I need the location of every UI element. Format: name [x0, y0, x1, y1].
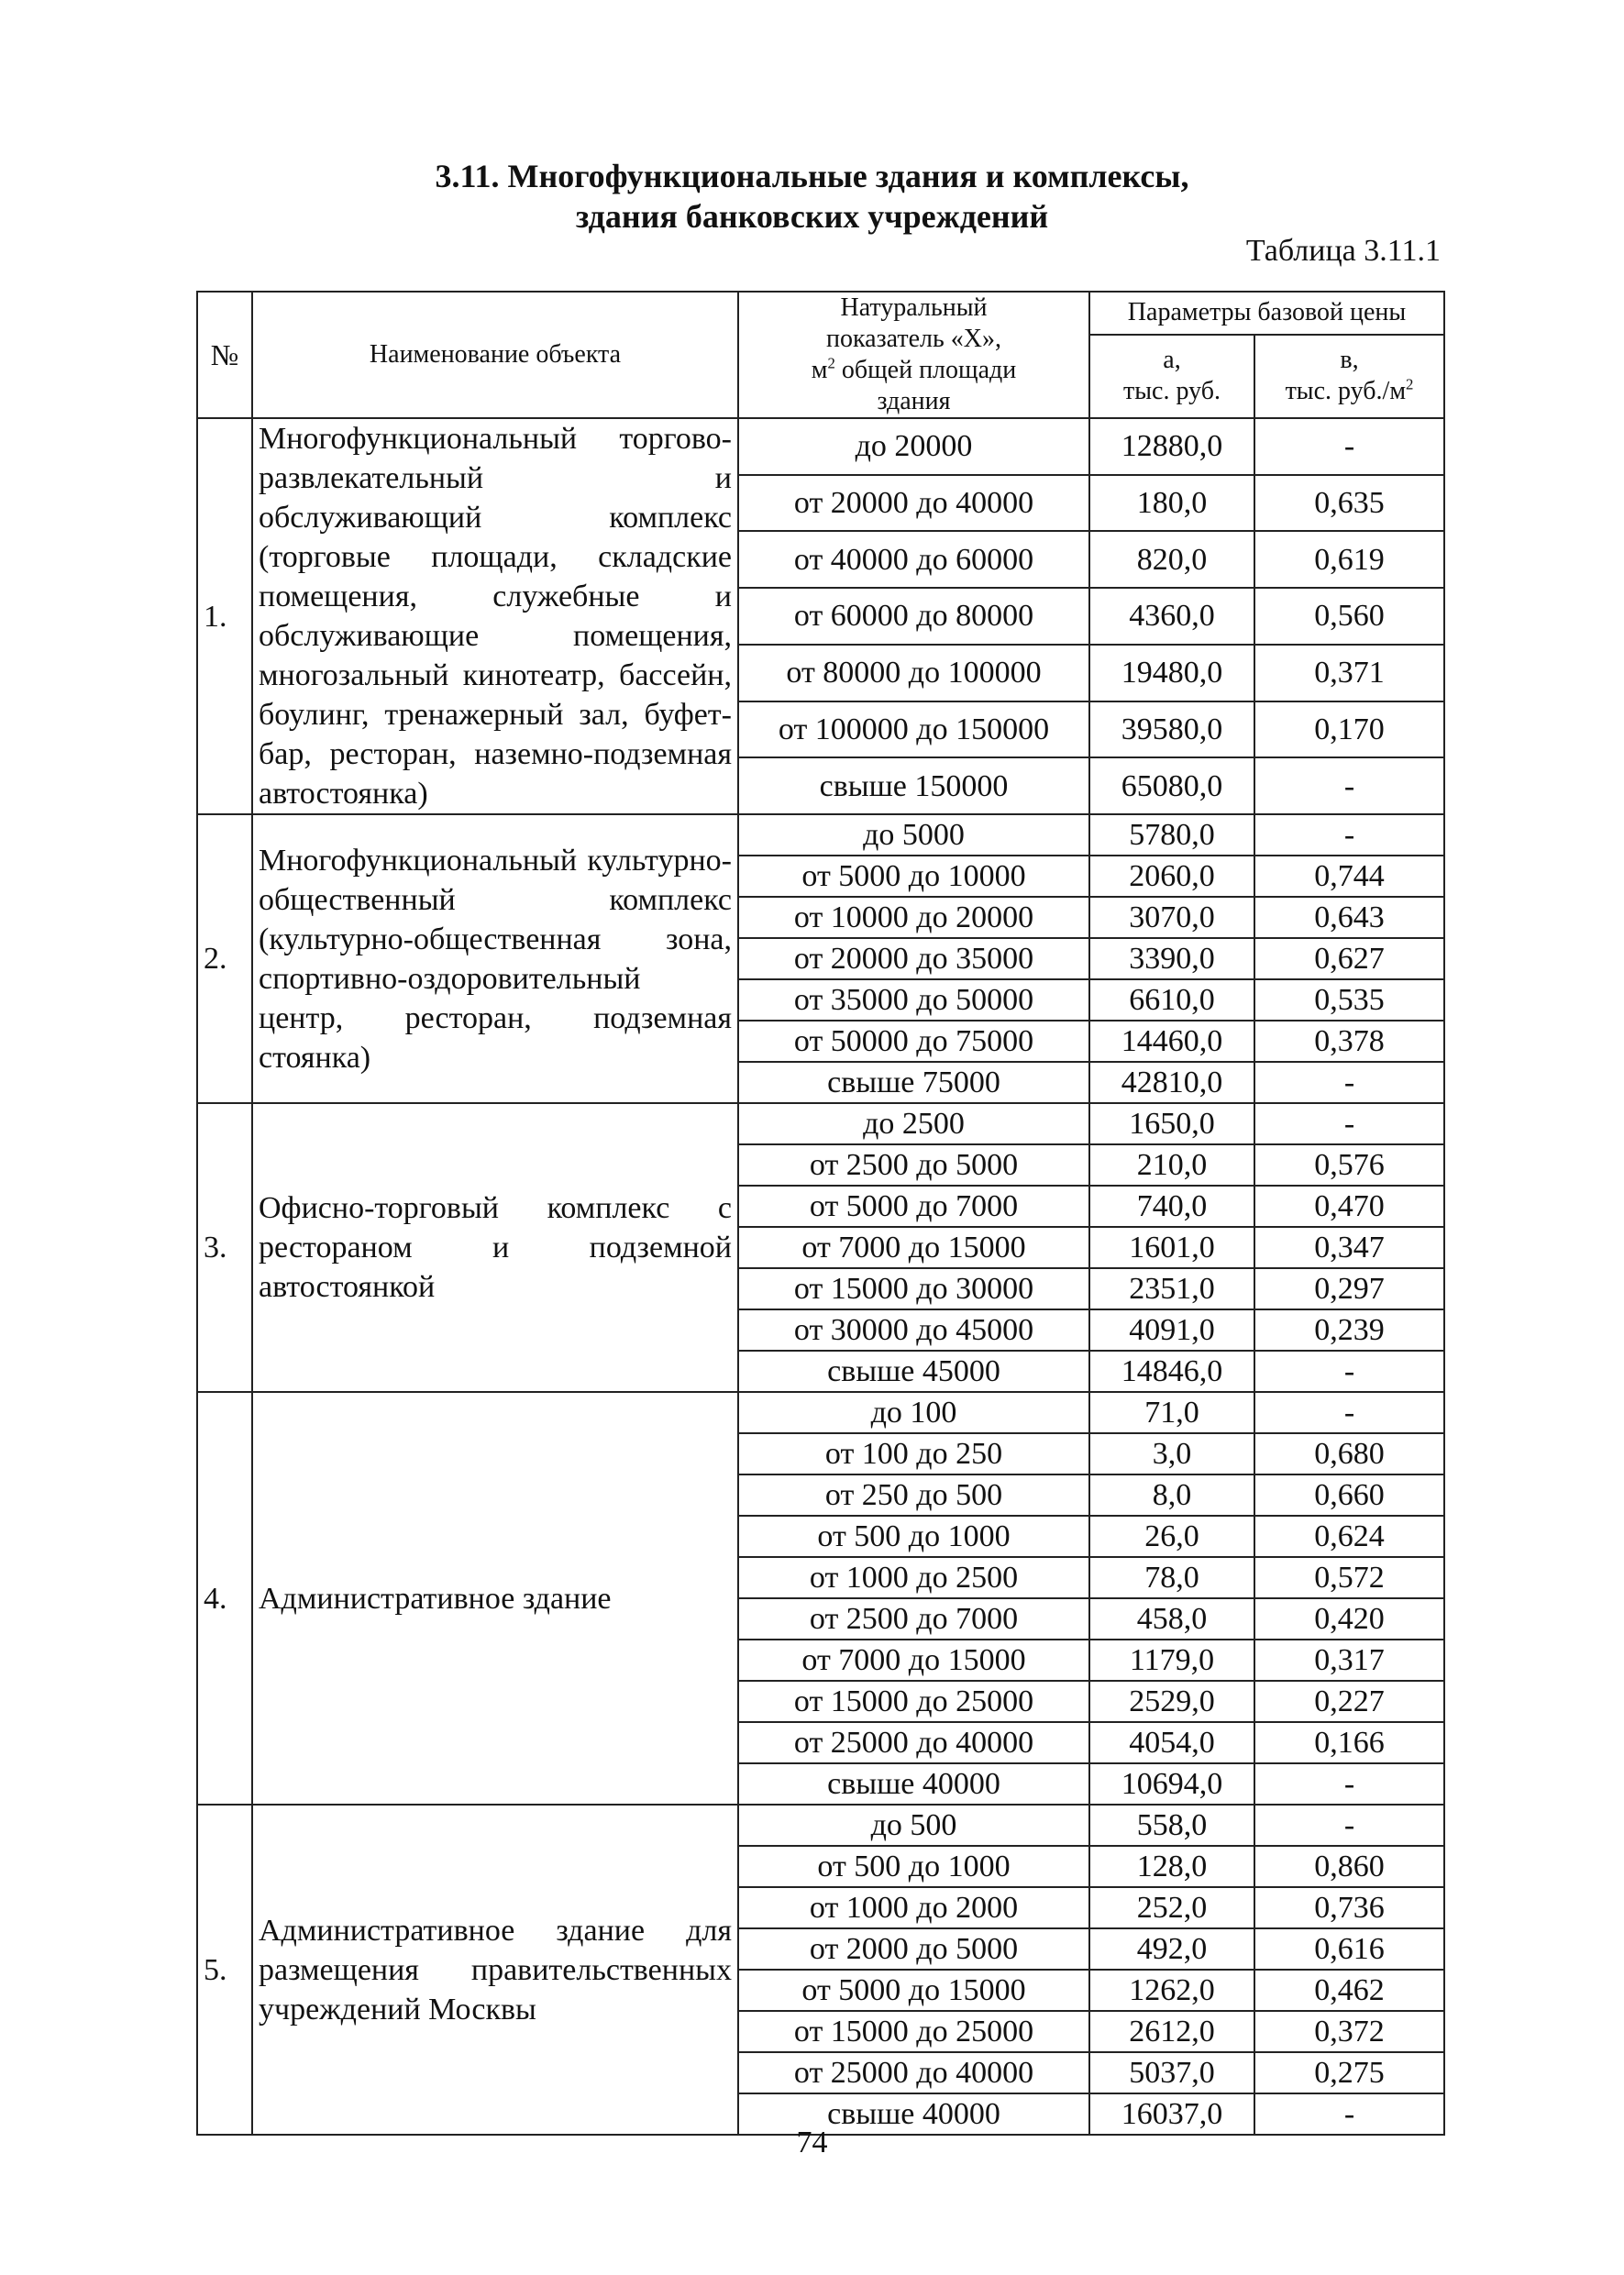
header-indicator-line-3	[745, 355, 1083, 386]
param-b-cell: 0,616	[1254, 1928, 1444, 1970]
param-a-cell: 78,0	[1089, 1557, 1254, 1598]
object-number: 3.	[197, 1103, 252, 1392]
range-cell: от 15000 до 30000	[738, 1268, 1089, 1309]
param-b-cell: 0,275	[1254, 2052, 1444, 2093]
header-name: Наименование объекта	[252, 292, 738, 418]
param-b-cell: 0,470	[1254, 1186, 1444, 1227]
param-a-cell: 1179,0	[1089, 1640, 1254, 1681]
range-cell: от 250 до 500	[738, 1474, 1089, 1516]
table-row	[197, 1103, 1444, 1144]
header-indicator-line-1: Натуральный	[840, 293, 988, 322]
param-b-cell: -	[1254, 418, 1444, 475]
object-number: 2.	[197, 814, 252, 1103]
table-row	[197, 418, 1444, 475]
object-number: 5.	[197, 1805, 252, 2135]
header-indicator-unit: м	[811, 356, 828, 384]
param-b-cell: 0,170	[1254, 701, 1444, 758]
param-a-cell: 71,0	[1089, 1392, 1254, 1433]
param-a-cell: 2351,0	[1089, 1268, 1254, 1309]
range-cell: от 1000 до 2500	[738, 1557, 1089, 1598]
param-a-cell: 3,0	[1089, 1433, 1254, 1474]
param-a-cell: 128,0	[1089, 1846, 1254, 1887]
param-b-cell: 0,643	[1254, 897, 1444, 938]
range-cell: от 15000 до 25000	[738, 1681, 1089, 1722]
range-cell: до 2500	[738, 1103, 1089, 1144]
param-a-cell: 4091,0	[1089, 1309, 1254, 1351]
header-b-unit: тыс. руб./м	[1285, 377, 1407, 406]
param-a-cell: 5780,0	[1089, 814, 1254, 856]
table-row	[197, 1392, 1444, 1433]
param-a-cell: 4054,0	[1089, 1722, 1254, 1763]
range-cell: от 500 до 1000	[738, 1846, 1089, 1887]
param-b-cell: -	[1254, 814, 1444, 856]
param-b-cell: -	[1254, 2093, 1444, 2135]
param-a-cell: 210,0	[1089, 1144, 1254, 1186]
range-cell: от 100 до 250	[738, 1433, 1089, 1474]
param-b-cell: 0,239	[1254, 1309, 1444, 1351]
range-cell: от 35000 до 50000	[738, 979, 1089, 1021]
range-cell: от 25000 до 40000	[738, 1722, 1089, 1763]
range-cell: от 20000 до 35000	[738, 938, 1089, 979]
object-name: Многофункциональный торгово-развлекательный и обслуживающий комплекс (торговые площади, складские помещения, служебные и обслуживающие помещения, многозальный кинотеатр, бассейн, боулинг, тренажерный зал, буфет-бар, ресторан, наземно-подземная автостоянка)	[252, 418, 738, 814]
range-cell: до 20000	[738, 418, 1089, 475]
title-line-2: здания банковских учреждений	[575, 198, 1049, 235]
object-number: 1.	[197, 418, 252, 814]
range-cell: до 100	[738, 1392, 1089, 1433]
header-indicator	[738, 292, 1089, 418]
param-a-cell: 6610,0	[1089, 979, 1254, 1021]
range-cell: от 40000 до 60000	[738, 531, 1089, 588]
range-cell: от 60000 до 80000	[738, 588, 1089, 645]
param-b-cell: 0,619	[1254, 531, 1444, 588]
range-cell: от 7000 до 15000	[738, 1227, 1089, 1268]
param-b-cell: 0,572	[1254, 1557, 1444, 1598]
range-cell: свыше 40000	[738, 2093, 1089, 2135]
param-b-cell: 0,347	[1254, 1227, 1444, 1268]
param-b-cell: 0,420	[1254, 1598, 1444, 1640]
section-title	[0, 156, 1624, 237]
param-a-cell: 2529,0	[1089, 1681, 1254, 1722]
range-cell: от 10000 до 20000	[738, 897, 1089, 938]
header-indicator-rest: общей площади	[834, 356, 1017, 384]
param-a-cell: 65080,0	[1089, 757, 1254, 814]
page-number: 74	[796, 2126, 828, 2159]
param-b-cell: -	[1254, 1062, 1444, 1103]
param-a-cell: 558,0	[1089, 1805, 1254, 1846]
header-b-sup: 2	[1406, 376, 1414, 394]
param-b-cell: 0,372	[1254, 2011, 1444, 2052]
header-a-line-2: тыс. руб.	[1123, 377, 1221, 406]
param-a-cell: 820,0	[1089, 531, 1254, 588]
param-b-cell: 0,635	[1254, 475, 1444, 532]
object-name: Административное здание	[252, 1392, 738, 1805]
param-b-cell: 0,371	[1254, 645, 1444, 701]
param-b-cell: 0,297	[1254, 1268, 1444, 1309]
param-a-cell: 1262,0	[1089, 1970, 1254, 2011]
object-name: Административное здание для размещения правительственных учреждений Москвы	[252, 1805, 738, 2135]
table-row	[197, 814, 1444, 856]
range-cell: свыше 40000	[738, 1763, 1089, 1805]
param-b-cell: -	[1254, 1392, 1444, 1433]
header-b-line-2	[1261, 376, 1438, 407]
header-b-line-1: в,	[1340, 346, 1359, 375]
param-b-cell: -	[1254, 1805, 1444, 1846]
header-indicator-unit-sup: 2	[827, 354, 835, 372]
param-a-cell: 16037,0	[1089, 2093, 1254, 2135]
param-a-cell: 4360,0	[1089, 588, 1254, 645]
range-cell: до 5000	[738, 814, 1089, 856]
param-a-cell: 42810,0	[1089, 1062, 1254, 1103]
param-a-cell: 3070,0	[1089, 897, 1254, 938]
param-a-cell: 1601,0	[1089, 1227, 1254, 1268]
header-indicator-line-4: здания	[877, 387, 951, 415]
table-row	[197, 1805, 1444, 1846]
param-a-cell: 14846,0	[1089, 1351, 1254, 1392]
param-a-cell: 8,0	[1089, 1474, 1254, 1516]
table-body	[197, 418, 1444, 2135]
range-cell: от 80000 до 100000	[738, 645, 1089, 701]
object-name: Офисно-торговый комплекс с рестораном и подземной автостоянкой	[252, 1103, 738, 1392]
param-b-cell: 0,166	[1254, 1722, 1444, 1763]
param-b-cell: 0,736	[1254, 1887, 1444, 1928]
param-b-cell: 0,535	[1254, 979, 1444, 1021]
title-line-1: 3.11. Многофункциональные здания и комплексы,	[435, 158, 1189, 194]
header-params: Параметры базовой цены	[1089, 292, 1444, 335]
param-a-cell: 14460,0	[1089, 1021, 1254, 1062]
range-cell: от 2500 до 5000	[738, 1144, 1089, 1186]
param-b-cell: 0,624	[1254, 1516, 1444, 1557]
range-cell: свыше 45000	[738, 1351, 1089, 1392]
param-a-cell: 252,0	[1089, 1887, 1254, 1928]
param-a-cell: 26,0	[1089, 1516, 1254, 1557]
range-cell: свыше 150000	[738, 757, 1089, 814]
param-a-cell: 492,0	[1089, 1928, 1254, 1970]
object-number: 4.	[197, 1392, 252, 1805]
range-cell: от 1000 до 2000	[738, 1887, 1089, 1928]
param-b-cell: 0,860	[1254, 1846, 1444, 1887]
header-indicator-line-2: показатель «X»,	[826, 325, 1001, 353]
param-b-cell: 0,627	[1254, 938, 1444, 979]
range-cell: свыше 75000	[738, 1062, 1089, 1103]
param-b-cell: -	[1254, 1763, 1444, 1805]
object-name: Многофункциональный культурно-общественный комплекс (культурно-общественная зона, спортивно-оздоровительный центр, ресторан, подземная стоянка)	[252, 814, 738, 1103]
range-cell: от 30000 до 45000	[738, 1309, 1089, 1351]
range-cell: до 500	[738, 1805, 1089, 1846]
param-a-cell: 1650,0	[1089, 1103, 1254, 1144]
param-b-cell: 0,560	[1254, 588, 1444, 645]
range-cell: от 500 до 1000	[738, 1516, 1089, 1557]
param-b-cell: 0,680	[1254, 1433, 1444, 1474]
header-a-line-1: а,	[1163, 346, 1181, 375]
range-cell: от 20000 до 40000	[738, 475, 1089, 532]
param-b-cell: 0,378	[1254, 1021, 1444, 1062]
param-b-cell: 0,227	[1254, 1681, 1444, 1722]
header-num: №	[197, 292, 252, 418]
param-a-cell: 458,0	[1089, 1598, 1254, 1640]
range-cell: от 2000 до 5000	[738, 1928, 1089, 1970]
header-a	[1089, 335, 1254, 418]
param-b-cell: 0,660	[1254, 1474, 1444, 1516]
param-b-cell: 0,462	[1254, 1970, 1444, 2011]
header-row-1	[197, 292, 1444, 335]
param-a-cell: 39580,0	[1089, 701, 1254, 758]
param-b-cell: -	[1254, 1351, 1444, 1392]
table-label: Таблица 3.11.1	[1245, 234, 1441, 268]
param-a-cell: 3390,0	[1089, 938, 1254, 979]
param-a-cell: 180,0	[1089, 475, 1254, 532]
param-a-cell: 12880,0	[1089, 418, 1254, 475]
range-cell: от 15000 до 25000	[738, 2011, 1089, 2052]
range-cell: от 5000 до 7000	[738, 1186, 1089, 1227]
param-b-cell: 0,576	[1254, 1144, 1444, 1186]
param-a-cell: 19480,0	[1089, 645, 1254, 701]
range-cell: от 5000 до 15000	[738, 1970, 1089, 2011]
range-cell: от 5000 до 10000	[738, 856, 1089, 897]
param-b-cell: -	[1254, 757, 1444, 814]
param-a-cell: 2060,0	[1089, 856, 1254, 897]
range-cell: от 2500 до 7000	[738, 1598, 1089, 1640]
range-cell: от 25000 до 40000	[738, 2052, 1089, 2093]
price-table	[196, 291, 1445, 2136]
range-cell: от 7000 до 15000	[738, 1640, 1089, 1681]
range-cell: от 100000 до 150000	[738, 701, 1089, 758]
param-a-cell: 10694,0	[1089, 1763, 1254, 1805]
param-b-cell: 0,317	[1254, 1640, 1444, 1681]
header-b	[1254, 335, 1444, 418]
range-cell: от 50000 до 75000	[738, 1021, 1089, 1062]
param-b-cell: 0,744	[1254, 856, 1444, 897]
param-a-cell: 740,0	[1089, 1186, 1254, 1227]
param-b-cell: -	[1254, 1103, 1444, 1144]
param-a-cell: 5037,0	[1089, 2052, 1254, 2093]
param-a-cell: 2612,0	[1089, 2011, 1254, 2052]
